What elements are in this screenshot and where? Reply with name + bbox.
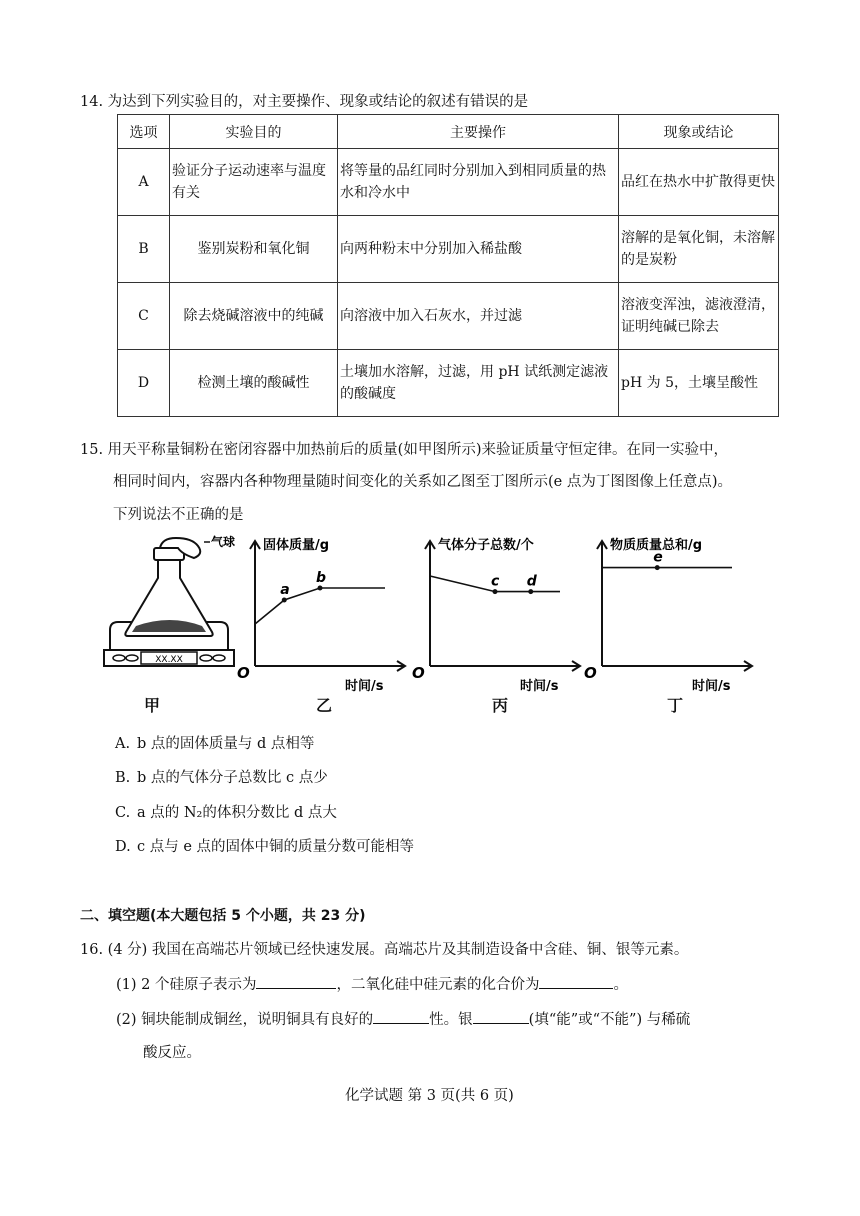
table-row — [118, 149, 779, 216]
option-label: D. — [115, 839, 131, 855]
row-result: pH 为 5，土壤呈酸性 — [619, 350, 779, 417]
page-footer: 化学试题 第 3 页(共 6 页) — [345, 1088, 514, 1104]
row-purpose: 鉴别炭粉和氧化铜 — [170, 216, 338, 283]
line-charts — [237, 528, 760, 698]
q16-part1-text-c: 。 — [613, 977, 628, 993]
origin-label: O — [584, 664, 597, 682]
scale-display: XX.XX — [155, 655, 183, 665]
row-option: A — [118, 149, 170, 216]
data-point-c — [493, 589, 498, 594]
answer-blank-2[interactable] — [539, 974, 613, 989]
data-point-e — [655, 565, 660, 570]
table-row — [118, 283, 779, 350]
x-axis-label: 时间/s — [345, 679, 384, 694]
q16-part2-text-c: (填“能”或“不能”) 与稀硫 — [528, 1012, 691, 1028]
option-a[interactable] — [115, 732, 314, 753]
col-header-operation: 主要操作 — [338, 115, 619, 149]
row-option: C — [118, 283, 170, 350]
x-axis-label: 时间/s — [520, 679, 559, 694]
option-text: b 点的固体质量与 d 点相等 — [137, 736, 315, 752]
data-point-a — [282, 598, 287, 603]
option-text: a 点的 N₂的体积分数比 d 点大 — [137, 805, 337, 821]
data-point-label: a — [280, 582, 290, 598]
row-option: B — [118, 216, 170, 283]
caption-yi: 乙 — [316, 696, 333, 715]
q15-stem-line3: 下列说法不正确的是 — [113, 507, 244, 523]
option-c[interactable] — [115, 801, 337, 822]
q14-table — [117, 114, 779, 417]
q16-stem: 16. (4 分) 我国在高端芯片领域已经快速发展。高端芯片及其制造设备中含硅、铜、银等元素。 — [80, 942, 689, 958]
table-row — [118, 216, 779, 283]
row-result: 溶液变浑浊，滤液澄清，证明纯碱已除去 — [619, 283, 779, 350]
table-row — [118, 350, 779, 417]
q15-stem-line1: 15. 用天平称量铜粉在密闭容器中加热前后的质量(如甲图所示)来验证质量守恒定律。在同一实验中， — [80, 442, 728, 458]
caption-ding: 丁 — [667, 696, 684, 715]
option-d[interactable] — [115, 835, 414, 856]
y-axis-label: 物质质量总和/g — [610, 538, 703, 553]
y-axis-label: 气体分子总数/个 — [438, 538, 534, 553]
row-operation: 向两种粉末中分别加入稀盐酸 — [338, 216, 619, 283]
answer-blank-4[interactable] — [473, 1009, 529, 1024]
q16-part2 — [116, 1009, 690, 1030]
x-axis-label: 时间/s — [692, 679, 731, 694]
data-point-label: e — [653, 549, 663, 566]
row-operation: 将等量的品红同时分别加入到相同质量的热水和冷水中 — [338, 149, 619, 216]
origin-label: O — [237, 664, 250, 682]
series-line — [255, 588, 385, 624]
caption-bing: 丙 — [492, 696, 509, 715]
row-option: D — [118, 350, 170, 417]
row-result: 溶解的是氧化铜，未溶解的是炭粉 — [619, 216, 779, 283]
q16-part1-text-a: (1) 2 个硅原子表示为 — [116, 977, 257, 993]
option-text: b 点的气体分子总数比 c 点少 — [137, 770, 328, 786]
option-label: C. — [115, 805, 131, 821]
option-label: B. — [115, 770, 131, 786]
y-axis-label: 固体质量/g — [263, 538, 330, 553]
option-text: c 点与 e 点的固体中铜的质量分数可能相等 — [137, 839, 415, 855]
row-operation: 土壤加水溶解，过滤，用 pH 试纸测定滤液的酸碱度 — [338, 350, 619, 417]
origin-label: O — [412, 664, 425, 682]
q16-part1-text-b: ，二氧化硅中硅元素的化合价为 — [336, 977, 540, 993]
data-point-d — [528, 589, 533, 594]
col-header-purpose: 实验目的 — [170, 115, 338, 149]
balloon-label: 气球 — [211, 535, 236, 549]
col-header-result: 现象或结论 — [619, 115, 779, 149]
option-b[interactable] — [115, 766, 328, 787]
data-point-label: b — [316, 570, 327, 586]
col-header-option: 选项 — [118, 115, 170, 149]
row-operation: 向溶液中加入石灰水，并过滤 — [338, 283, 619, 350]
q15-stem-line2: 相同时间内，容器内各种物理量随时间变化的关系如乙图至丁图所示(e 点为丁图图像上任意点)。 — [113, 474, 733, 490]
row-result: 品红在热水中扩散得更快 — [619, 149, 779, 216]
table-header-row — [118, 115, 779, 149]
caption-jia: 甲 — [144, 696, 161, 715]
data-point-label: d — [526, 573, 537, 590]
answer-blank-3[interactable] — [373, 1009, 429, 1024]
flask-balance-figure — [100, 532, 240, 674]
row-purpose: 检测土壤的酸碱性 — [170, 350, 338, 417]
q16-part2-line2: 酸反应。 — [143, 1045, 201, 1061]
q16-part2-text-b: 性。银 — [429, 1012, 473, 1028]
data-point-label: c — [491, 573, 500, 590]
q16-part2-text-a: (2) 铜块能制成铜丝，说明铜具有良好的 — [116, 1012, 374, 1028]
data-point-b — [318, 586, 323, 591]
row-purpose: 验证分子运动速率与温度有关 — [170, 149, 338, 216]
answer-blank-1[interactable] — [256, 974, 336, 989]
q16-part1 — [116, 974, 628, 995]
section-title: 二、填空题(本大题包括 5 个小题，共 23 分) — [80, 908, 366, 924]
row-purpose: 除去烧碱溶液中的纯碱 — [170, 283, 338, 350]
option-label: A. — [115, 736, 131, 752]
q14-stem: 14. 为达到下列实验目的，对主要操作、现象或结论的叙述有错误的是 — [80, 94, 529, 110]
